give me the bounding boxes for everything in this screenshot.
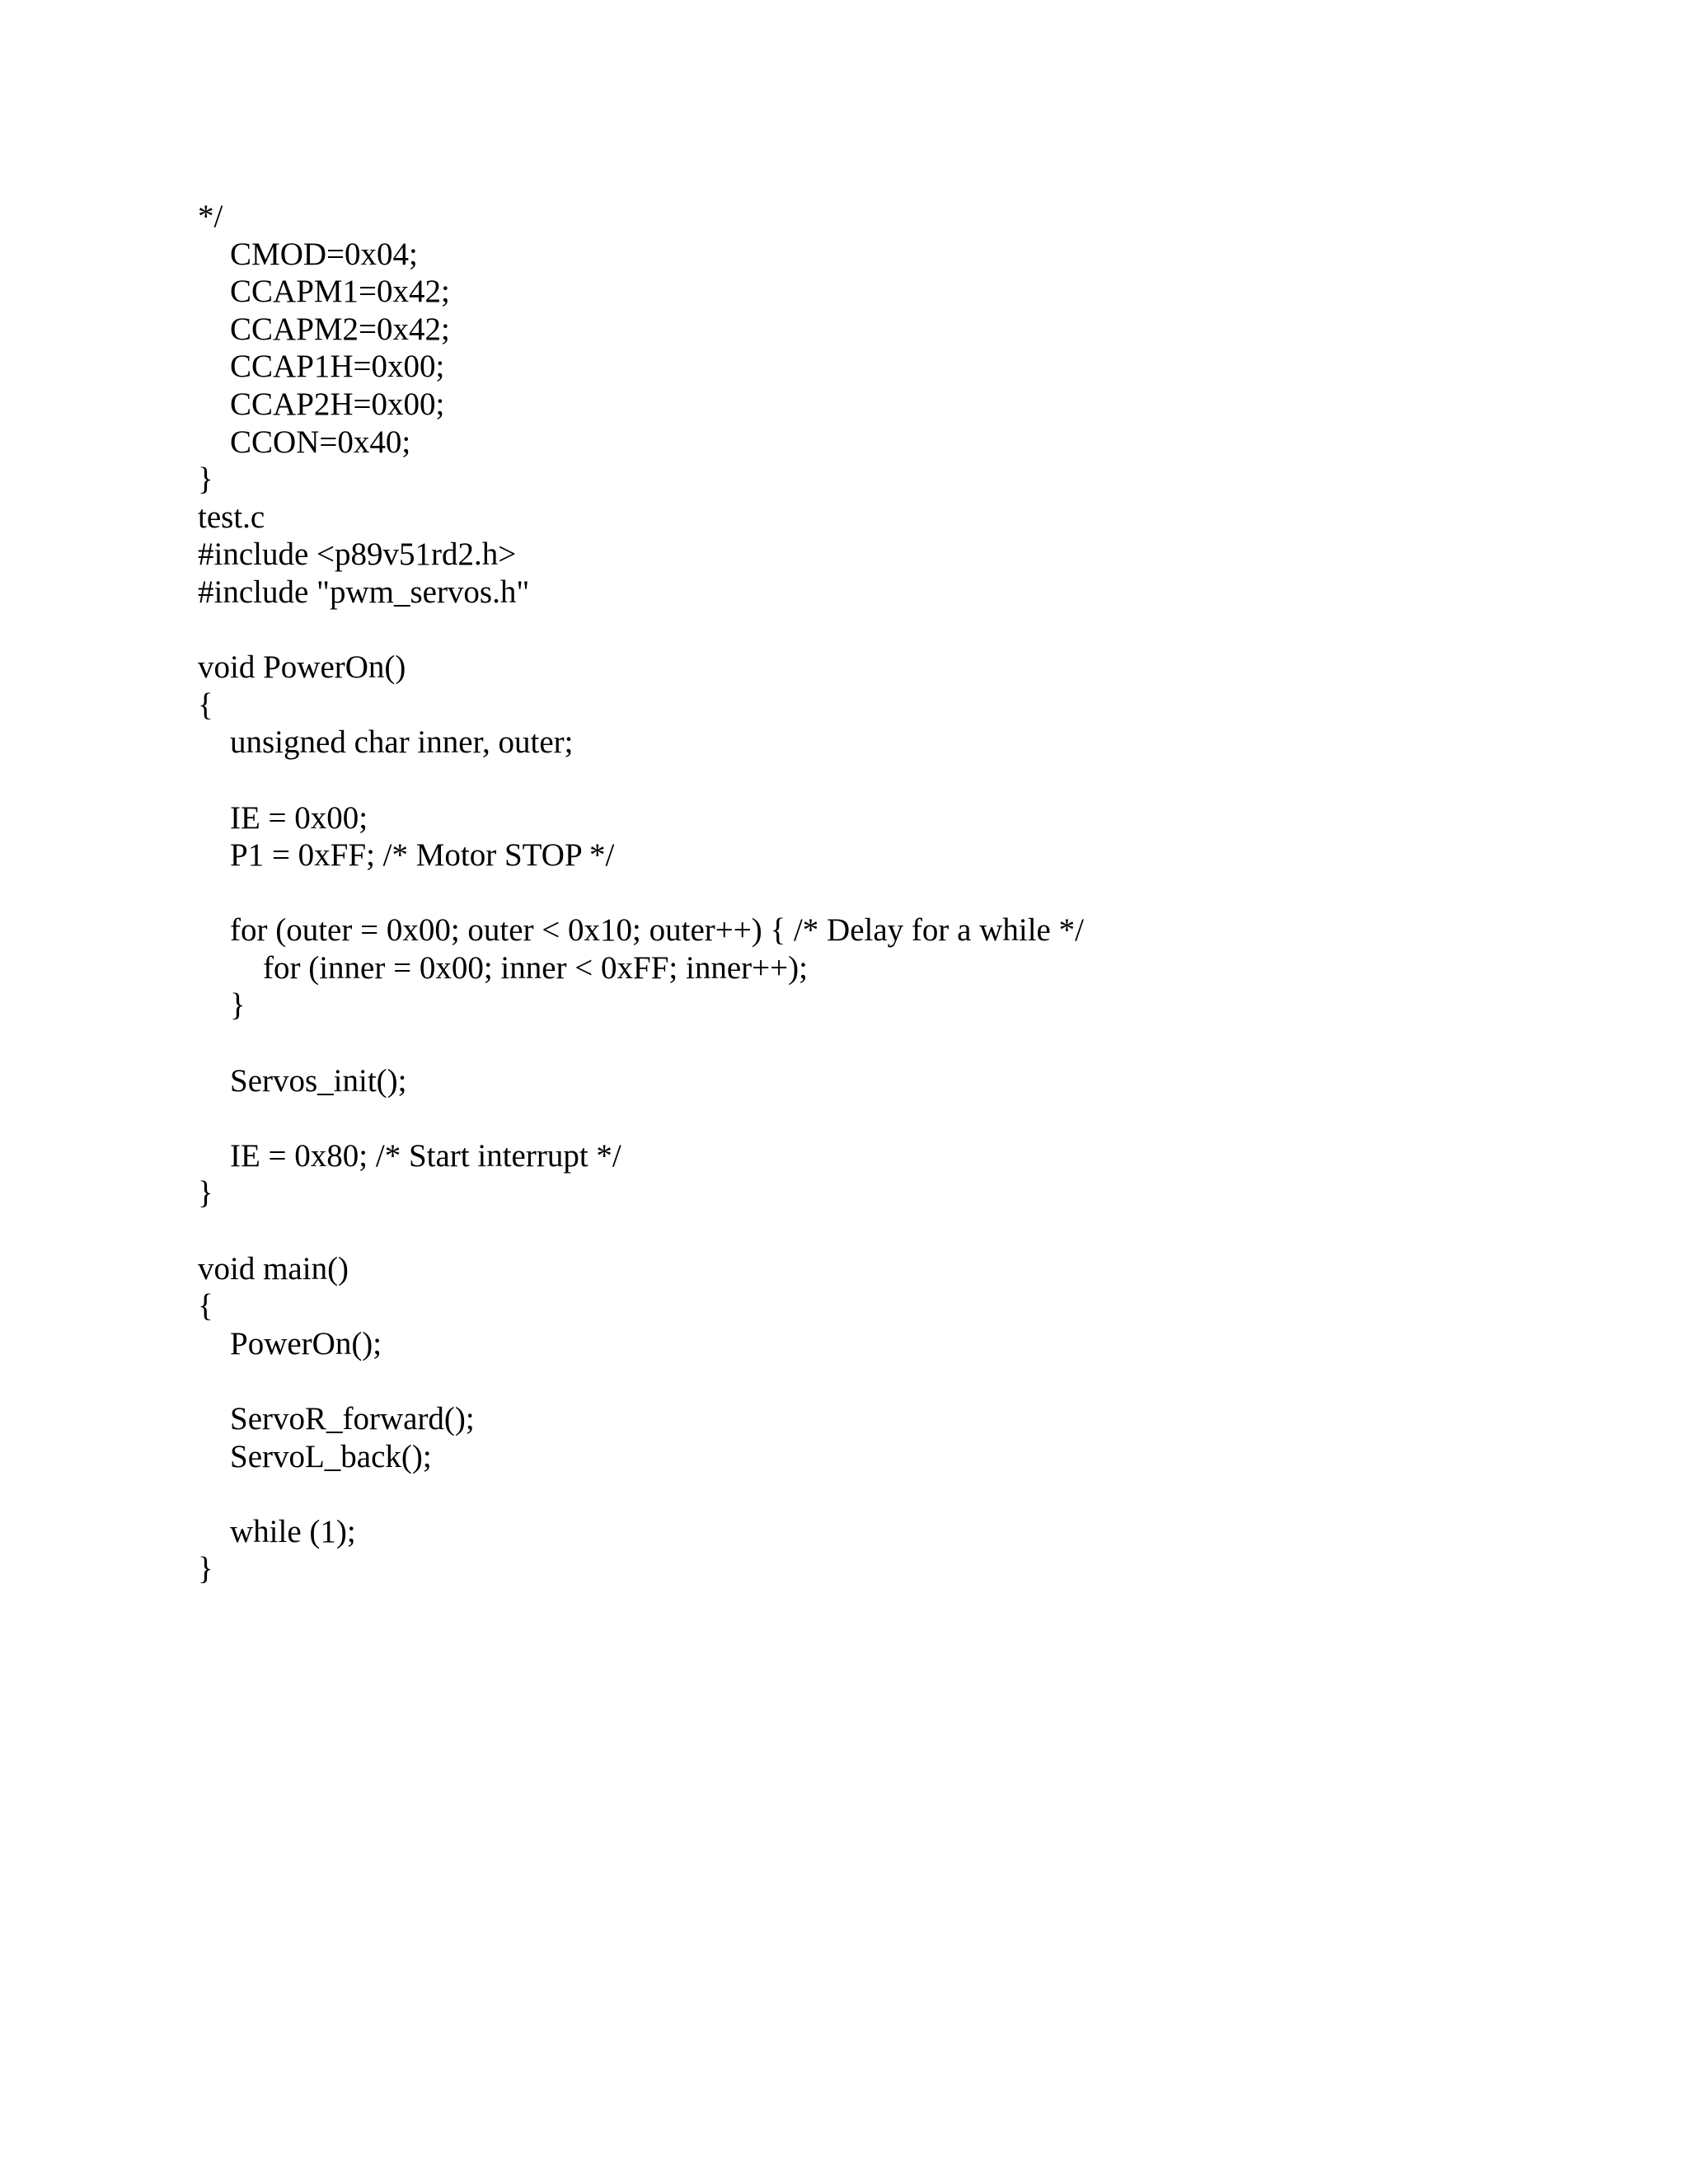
blank-line — [198, 762, 1084, 799]
blank-line — [198, 1475, 1084, 1513]
code-line: PowerOn(); — [230, 1325, 382, 1361]
code-line: ServoR_forward(); — [230, 1401, 475, 1436]
blank-line — [198, 1099, 1084, 1137]
blank-line — [198, 612, 1084, 649]
code-line: IE = 0x00; — [230, 799, 368, 836]
code-line: IE = 0x80; /* Start interrupt */ — [230, 1137, 621, 1174]
code-line: for (outer = 0x00; outer < 0x10; outer++) { /* Delay for a while */ — [230, 912, 1084, 949]
code-line: } — [198, 462, 213, 498]
file-name: test.c — [198, 499, 265, 535]
code-line: for (inner = 0x00; inner < 0xFF; inner++); — [263, 949, 808, 986]
code-line: CMOD=0x04; — [230, 236, 418, 272]
code-listing — [198, 198, 1084, 1588]
code-line: CCAPM2=0x42; — [230, 311, 450, 347]
code-line: } — [198, 1175, 213, 1212]
code-line: } — [230, 987, 246, 1024]
code-line: void main() — [198, 1250, 349, 1286]
blank-line — [198, 1024, 1084, 1062]
code-line: CCAP2H=0x00; — [230, 386, 445, 422]
code-line: ServoL_back(); — [230, 1438, 432, 1474]
blank-line — [198, 874, 1084, 912]
code-line: CCON=0x40; — [230, 424, 411, 460]
code-line: void PowerOn() — [198, 649, 406, 686]
code-line: while (1); — [230, 1513, 356, 1549]
code-line: unsigned char inner, outer; — [230, 724, 574, 761]
blank-line — [198, 1362, 1084, 1400]
code-line: #include <p89v51rd2.h> — [198, 537, 517, 573]
code-line: CCAPM1=0x42; — [230, 274, 450, 310]
code-line: P1 = 0xFF; /* Motor STOP */ — [230, 837, 615, 874]
code-line: { — [198, 1288, 213, 1324]
code-line: } — [198, 1551, 213, 1587]
code-line: #include "pwm_servos.h" — [198, 574, 530, 610]
code-line: { — [198, 687, 213, 723]
code-line: CCAP1H=0x00; — [230, 349, 445, 385]
code-line: */ — [198, 199, 223, 234]
code-line: Servos_init(); — [230, 1062, 407, 1099]
blank-line — [198, 1212, 1084, 1250]
